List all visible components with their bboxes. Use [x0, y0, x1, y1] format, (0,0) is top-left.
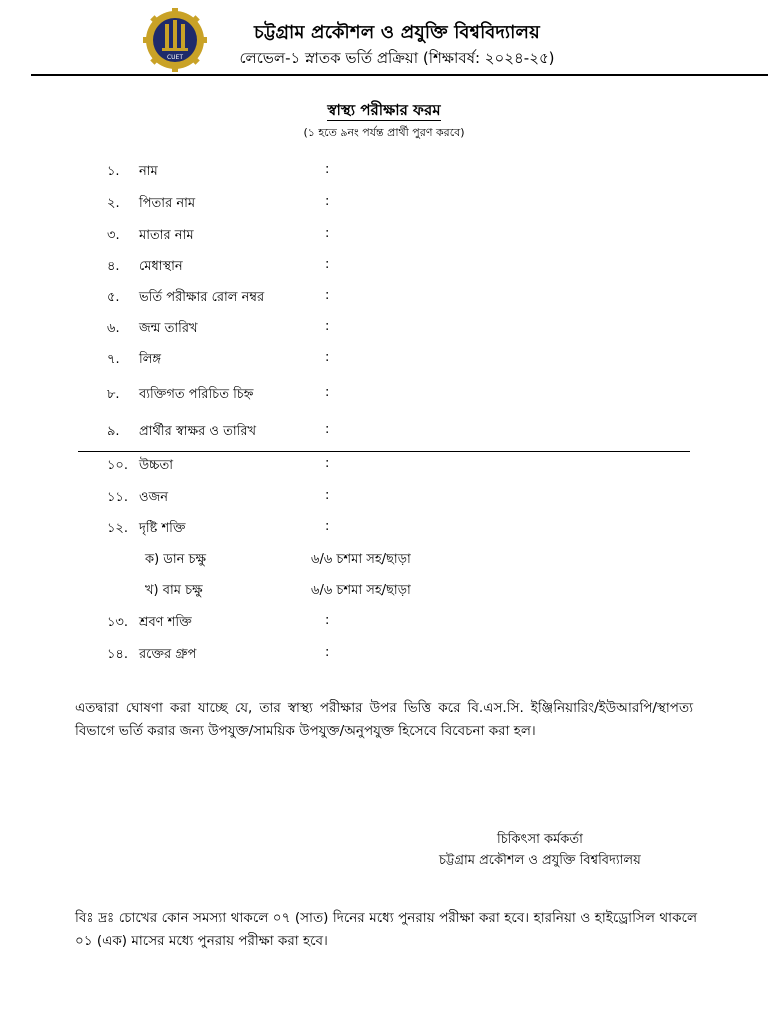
field-label: ভর্তি পরীক্ষার রোল নম্বর — [139, 290, 265, 305]
field-number: ৫. — [107, 290, 120, 305]
admission-subtitle: লেভেল-১ স্নাতক ভর্তি প্রক্রিয়া (শিক্ষাবর্ষ: ২০২৪-২৫) — [239, 49, 555, 67]
field-separator: : — [325, 613, 330, 628]
vision-value: ৬/৬ চশমা সহ/ছাড়া — [311, 552, 411, 567]
field-row-identification-mark — [0, 385, 768, 407]
vision-label: খ) বাম চক্ষু — [145, 583, 203, 598]
field-label: মাতার নাম — [139, 228, 194, 243]
field-label: জন্ম তারিখ — [139, 321, 198, 336]
field-number: ৪. — [107, 259, 120, 274]
form-instruction: (১ হতে ৯নং পর্যন্ত প্রার্থী পুরণ করবে) — [303, 126, 465, 139]
form-title-text: স্বাস্থ্য পরীক্ষার ফরম — [327, 101, 441, 119]
field-separator: : — [325, 456, 330, 471]
field-row-father-name — [0, 194, 768, 216]
university-name: চট্টগ্রাম প্রকৌশল ও প্রযুক্তি বিশ্ববিদ্যালয় — [254, 22, 540, 43]
field-separator: : — [325, 162, 330, 177]
field-label: লিঙ্গ — [139, 352, 162, 367]
signatory-designation: চিকিৎসা কর্মকর্তা — [497, 832, 583, 847]
field-separator: : — [325, 319, 330, 334]
field-number: ১২. — [107, 521, 129, 536]
field-number: ৭. — [107, 352, 120, 367]
field-row-weight — [0, 488, 768, 510]
field-number: ২. — [107, 196, 120, 211]
field-separator: : — [325, 422, 330, 437]
field-number: ১. — [107, 164, 120, 179]
form-title — [0, 99, 768, 124]
logo-text: CUET — [166, 54, 184, 61]
vision-row-right-eye — [0, 550, 768, 572]
field-label: নাম — [139, 164, 158, 179]
field-separator: : — [325, 519, 330, 534]
field-number: ১৪. — [107, 647, 129, 662]
field-row-eyesight — [0, 519, 768, 541]
field-separator: : — [325, 194, 330, 209]
field-label: শ্রবণ শক্তি — [139, 615, 192, 630]
field-label: প্রার্থীর স্বাক্ষর ও তারিখ — [139, 424, 257, 439]
field-row-hearing — [0, 613, 768, 635]
field-separator: : — [325, 385, 330, 400]
university-logo — [143, 8, 207, 72]
document-header — [0, 0, 768, 76]
field-row-merit-position — [0, 257, 768, 279]
footnote: বিঃ দ্রঃ চোখের কোন সমস্যা থাকলে ০৭ (সাত) দিনের মধ্যে পুনরায় পরীক্ষা করা হবে। হারনিয়া ও হাইড্রোসিল থাকলে ০১ (এক) মাসের মধ্যে পুনরায় পরীক্ষা করা হবে। — [75, 910, 697, 949]
field-separator: : — [325, 226, 330, 241]
vision-row-left-eye — [0, 581, 768, 603]
field-separator: : — [325, 288, 330, 303]
field-number: ৮. — [107, 387, 120, 402]
field-row-birth-date — [0, 319, 768, 341]
field-separator: : — [325, 350, 330, 365]
header-divider — [31, 74, 768, 76]
field-row-height — [0, 456, 768, 478]
field-number: ১৩. — [107, 615, 129, 630]
field-label: উচ্চতা — [139, 458, 174, 473]
field-label: পিতার নাম — [139, 196, 196, 211]
field-separator: : — [325, 645, 330, 660]
field-number: ৬. — [107, 321, 120, 336]
field-separator: : — [325, 257, 330, 272]
field-label: রক্তের গ্রুপ — [139, 647, 197, 662]
vision-label: ক) ডান চক্ষু — [145, 552, 207, 567]
field-row-name — [0, 162, 768, 184]
field-row-mother-name — [0, 226, 768, 248]
field-row-blood-group — [0, 645, 768, 667]
vision-value: ৬/৬ চশমা সহ/ছাড়া — [311, 583, 411, 598]
field-label: ওজন — [139, 490, 168, 505]
field-row-candidate-signature — [0, 422, 768, 444]
field-separator: : — [325, 488, 330, 503]
field-label: ব্যক্তিগত পরিচিত চিহ্ন — [139, 387, 254, 402]
field-number: ৯. — [107, 424, 120, 439]
section-divider — [78, 451, 690, 452]
declaration-text: এতদ্বারা ঘোষণা করা যাচ্ছে যে, তার স্বাস্থ্য পরীক্ষার উপর ভিত্তি করে বি.এস.সি. ইঞ্জিনিয়ারিং/ইউআরপি/স্থাপত্য বিভাগে ভর্তি করার জন্য উপযুক্ত/সাময়িক উপযুক্ত/অনুপযুক্ত হিসেবে বিবেচনা করা হল। — [75, 700, 693, 739]
field-label: দৃষ্টি শক্তি — [139, 521, 186, 536]
field-number: ৩. — [107, 228, 120, 243]
field-number: ১০. — [107, 458, 129, 473]
field-row-gender — [0, 350, 768, 372]
field-label: মেধাস্থান — [139, 259, 183, 274]
field-row-roll-number — [0, 288, 768, 310]
field-number: ১১. — [107, 490, 129, 505]
signatory-institution: চট্টগ্রাম প্রকৌশল ও প্রযুক্তি বিশ্ববিদ্যালয় — [439, 853, 641, 868]
